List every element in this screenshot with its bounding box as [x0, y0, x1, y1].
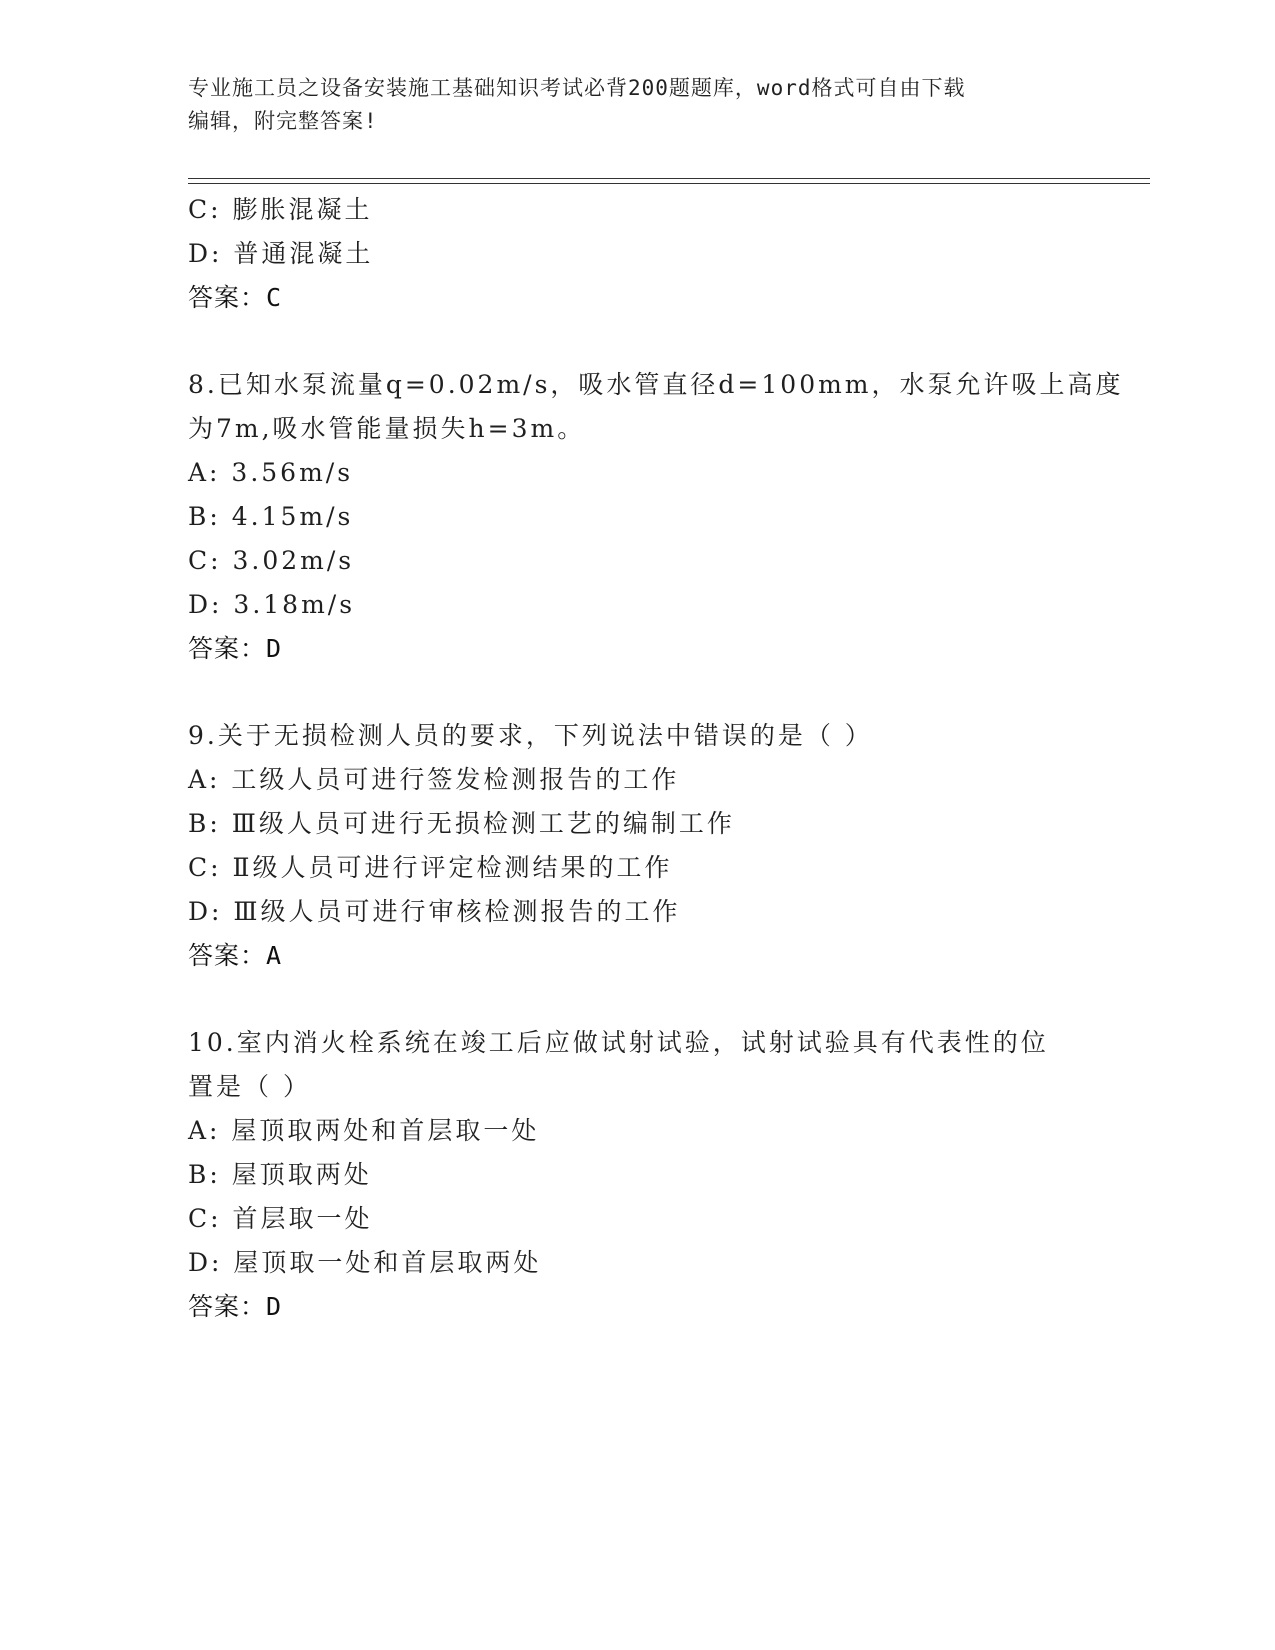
q10-option-a: A: 屋顶取两处和首层取一处 — [188, 1116, 540, 1145]
q10-option-d: D: 屋顶取一处和首层取两处 — [188, 1248, 542, 1277]
q8-option-b: B: 4.15m/s — [188, 502, 354, 531]
q7-option-d: D: 普通混凝土 — [188, 239, 374, 268]
q8-option-d: D: 3.18m/s — [188, 590, 356, 619]
q9-option-b: B: Ⅲ级人员可进行无损检测工艺的编制工作 — [188, 809, 735, 838]
q7-option-c: C: 膨胀混凝土 — [188, 195, 373, 224]
q9-answer: 答案：A — [188, 941, 283, 970]
q8-option-a: A: 3.56m/s — [188, 458, 354, 487]
q8-stem-line1: 8.已知水泵流量q=0.02m/s，吸水管直径d=100mm，水泵允许吸上高度 — [188, 370, 1124, 399]
q8-answer: 答案：D — [188, 634, 283, 663]
q8-stem-line2: 为7m,吸水管能量损失h=3m。 — [188, 414, 586, 443]
q7-answer: 答案：C — [188, 283, 283, 312]
q10-stem-line2: 置是（ ） — [188, 1072, 311, 1101]
header-divider-bottom — [188, 183, 1150, 184]
header-title-line2: 编辑，附完整答案! — [188, 109, 378, 133]
page-header — [188, 72, 1068, 138]
header-title-line1: 专业施工员之设备安装施工基础知识考试必背200题题库，word格式可自由下载 — [188, 76, 966, 100]
q9-option-c: C: Ⅱ级人员可进行评定检测结果的工作 — [188, 853, 673, 882]
q10-option-b: B: 屋顶取两处 — [188, 1160, 372, 1189]
q9-option-a: A: 工级人员可进行签发检测报告的工作 — [188, 765, 680, 794]
header-divider-top — [188, 178, 1150, 179]
q10-stem-line1: 10.室内消火栓系统在竣工后应做试射试验，试射试验具有代表性的位 — [188, 1028, 1049, 1057]
q9-stem: 9.关于无损检测人员的要求，下列说法中错误的是（ ） — [188, 721, 873, 750]
q10-option-c: C: 首层取一处 — [188, 1204, 373, 1233]
q10-answer: 答案：D — [188, 1292, 283, 1321]
q8-option-c: C: 3.02m/s — [188, 546, 355, 575]
q9-option-d: D: Ⅲ级人员可进行审核检测报告的工作 — [188, 897, 681, 926]
